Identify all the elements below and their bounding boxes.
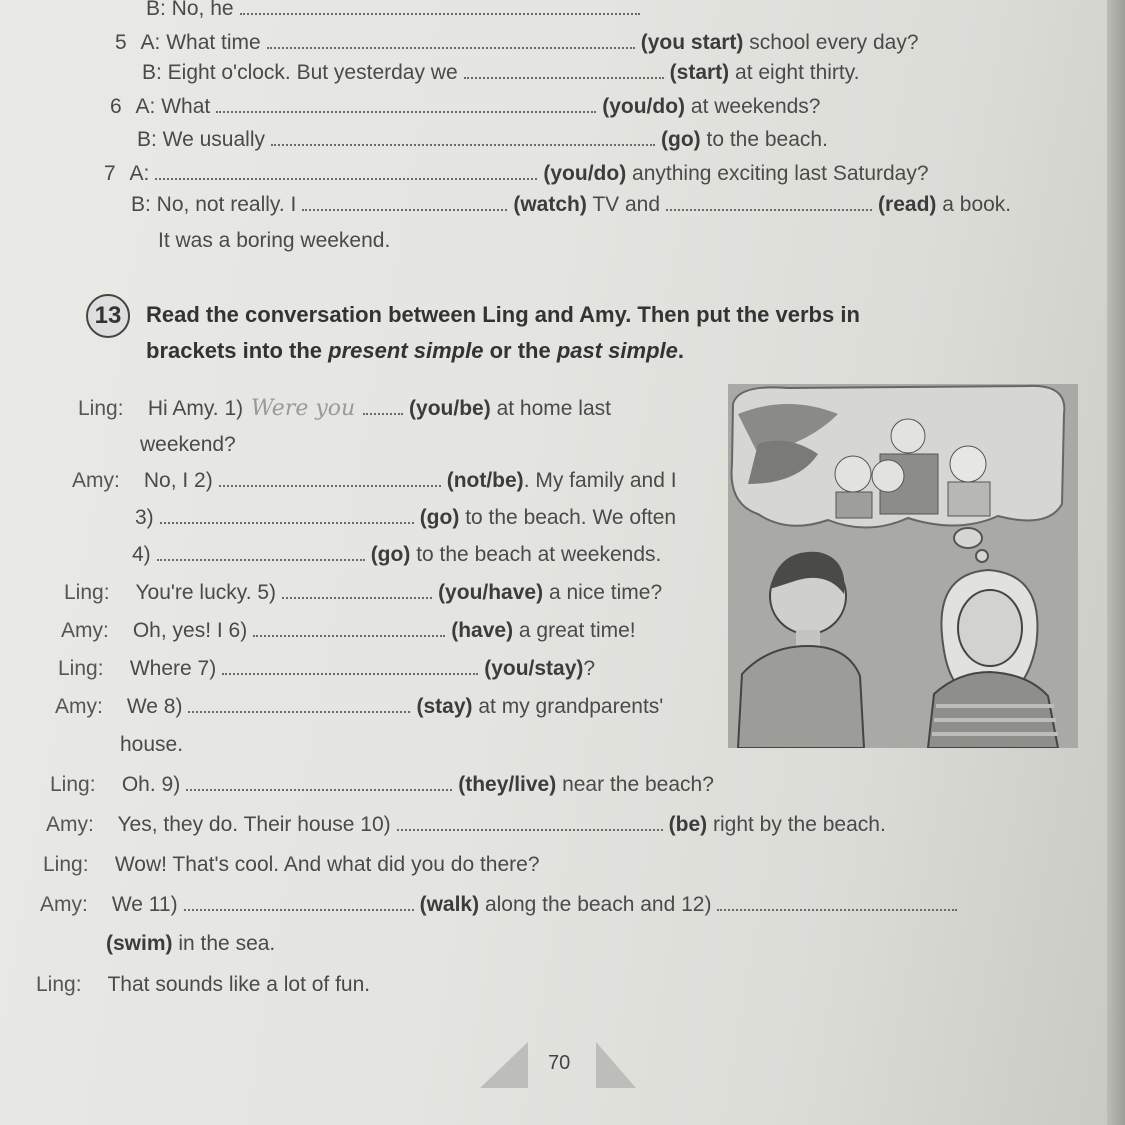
line-text: B: No, not really. I bbox=[131, 193, 297, 216]
verb-cue: (you/do) bbox=[543, 162, 627, 185]
item-number: 5 bbox=[115, 31, 127, 54]
speaker-label: Amy: bbox=[46, 813, 94, 836]
line-text: B: Eight o'clock. But yesterday we bbox=[142, 61, 458, 84]
dialog-line-11 bbox=[43, 852, 540, 878]
boy-shirt bbox=[738, 646, 864, 748]
speaker-label: Ling: bbox=[58, 657, 104, 680]
verb-cue: (watch) bbox=[513, 193, 587, 216]
blank-10[interactable] bbox=[397, 815, 663, 831]
line-text: TV and bbox=[592, 193, 661, 216]
blank-4[interactable] bbox=[157, 545, 365, 561]
verb-cue: (start) bbox=[669, 61, 730, 84]
blank-12[interactable] bbox=[717, 895, 957, 911]
blank-8[interactable] bbox=[188, 697, 410, 713]
verb-cue: (swim) bbox=[106, 932, 173, 955]
line-text: It was a boring weekend. bbox=[158, 229, 391, 252]
blank-1[interactable] bbox=[363, 399, 403, 415]
blank-5b[interactable] bbox=[464, 63, 664, 79]
line-text: No, I 2) bbox=[143, 469, 213, 492]
speaker-label: Amy: bbox=[72, 469, 120, 492]
family-member-body bbox=[836, 492, 872, 518]
blank-11[interactable] bbox=[184, 895, 414, 911]
blank-7a[interactable] bbox=[155, 164, 537, 180]
line-text: Oh. 9) bbox=[121, 773, 181, 796]
verb-cue: (you/be) bbox=[409, 397, 491, 420]
dialog-line-10 bbox=[46, 812, 886, 838]
line-text: near the beach? bbox=[562, 773, 714, 796]
item-7-a bbox=[104, 161, 929, 187]
line-text: in the sea. bbox=[178, 932, 276, 955]
line-text: at weekends? bbox=[690, 95, 821, 118]
item-6-b bbox=[137, 127, 828, 153]
line-b-no-he bbox=[146, 0, 646, 22]
line-text: ? bbox=[583, 657, 596, 680]
dialog-line-12 bbox=[40, 892, 963, 918]
verb-cue: (they/live) bbox=[458, 773, 557, 796]
item-5-a bbox=[115, 30, 919, 56]
item-5-b bbox=[142, 60, 860, 86]
instruction-line-1: Read the conversation between Ling and Amy. Then put the verbs in bbox=[146, 302, 860, 327]
speaker-label: Amy: bbox=[55, 695, 103, 718]
line-text: right by the beach. bbox=[713, 813, 886, 836]
blank-7b-2[interactable] bbox=[666, 195, 872, 211]
dialog-line-7 bbox=[58, 656, 595, 682]
blank-6[interactable] bbox=[253, 621, 445, 637]
verb-cue: (have) bbox=[451, 619, 514, 642]
line-text: at home last bbox=[496, 397, 611, 420]
blank-3[interactable] bbox=[160, 508, 414, 524]
dialog-line-12b bbox=[106, 931, 275, 957]
instruction-text: or the bbox=[489, 338, 551, 363]
instruction-text: brackets into the bbox=[146, 338, 323, 363]
item-number: 6 bbox=[110, 95, 122, 118]
family-member-head bbox=[835, 456, 871, 492]
dialog-line-8 bbox=[55, 694, 663, 720]
line-text: B: No, he bbox=[146, 0, 234, 20]
speaker-label: Amy: bbox=[61, 619, 109, 642]
speaker-label: Ling: bbox=[43, 853, 89, 876]
line-text: A: What time bbox=[140, 31, 261, 54]
line-text: You're lucky. 5) bbox=[135, 581, 277, 604]
speaker-label: Ling: bbox=[50, 773, 96, 796]
instruction-text: . bbox=[677, 338, 684, 363]
verb-cue: (you/have) bbox=[438, 581, 544, 604]
dialog-line-4 bbox=[132, 542, 661, 568]
left-arrow-icon bbox=[480, 1042, 528, 1088]
dialog-line-8b: house. bbox=[120, 733, 184, 756]
item-7-b bbox=[131, 192, 1011, 218]
line-text: a book. bbox=[942, 193, 1012, 216]
blank-9[interactable] bbox=[186, 775, 452, 791]
speaker-label: Amy: bbox=[40, 893, 88, 916]
line-text: 3) bbox=[135, 506, 154, 529]
line-text: A: bbox=[129, 162, 150, 185]
family-member-head bbox=[950, 446, 986, 482]
line-text: to the beach. bbox=[706, 128, 828, 151]
line-text: school every day? bbox=[749, 31, 919, 54]
instruction-line-2 bbox=[146, 338, 684, 364]
dialog-line-13 bbox=[36, 972, 370, 998]
verb-cue: (you start) bbox=[640, 31, 744, 54]
family-member-body bbox=[948, 482, 990, 516]
dialog-line-6 bbox=[61, 618, 636, 644]
line-text: at my grandparents' bbox=[478, 695, 664, 718]
verb-cue: (stay) bbox=[416, 695, 473, 718]
handwritten-answer[interactable]: Were you bbox=[250, 396, 356, 421]
dialog-line-9 bbox=[50, 772, 714, 798]
line-text: That sounds like a lot of fun. bbox=[107, 973, 371, 996]
thought-dot bbox=[976, 550, 988, 562]
dialog-line-1b: weekend? bbox=[140, 433, 236, 456]
item-number: 7 bbox=[104, 162, 116, 185]
page-edge-shadow bbox=[1107, 0, 1125, 1125]
blank-7[interactable] bbox=[222, 659, 478, 675]
line-text: a great time! bbox=[518, 619, 636, 642]
line-text: We 8) bbox=[126, 695, 183, 718]
thought-dot bbox=[954, 528, 982, 548]
verb-cue: (not/be) bbox=[446, 469, 524, 492]
line-text: . My family and I bbox=[523, 469, 677, 492]
line-text: B: We usually bbox=[137, 128, 265, 151]
line-text: anything exciting last Saturday? bbox=[632, 162, 929, 185]
blank-7b-1[interactable] bbox=[302, 195, 507, 211]
family-member-head bbox=[872, 460, 904, 492]
dialog-line-3 bbox=[135, 505, 676, 531]
page-number: 70 bbox=[548, 1052, 571, 1074]
line-text: at eight thirty. bbox=[735, 61, 860, 84]
dialog-line-1 bbox=[78, 396, 611, 422]
instruction-italic: present simple bbox=[328, 338, 484, 363]
dialog-line-2 bbox=[72, 468, 677, 494]
blank[interactable] bbox=[240, 0, 640, 15]
line-text: Where 7) bbox=[129, 657, 217, 680]
blank-6b[interactable] bbox=[271, 130, 655, 146]
instruction-italic: past simple bbox=[556, 338, 678, 363]
line-text: to the beach. We often bbox=[465, 506, 677, 529]
line-text: 4) bbox=[132, 543, 151, 566]
right-arrow-icon bbox=[596, 1042, 636, 1088]
line-text: Hi Amy. 1) bbox=[147, 397, 244, 420]
family-member-head bbox=[891, 419, 925, 453]
blank-2[interactable] bbox=[219, 471, 441, 487]
verb-cue: (walk) bbox=[419, 893, 480, 916]
verb-cue: (go) bbox=[370, 543, 411, 566]
speaker-label: Ling: bbox=[64, 581, 110, 604]
line-text: along the beach and 12) bbox=[484, 893, 712, 916]
verb-cue: (you/do) bbox=[602, 95, 686, 118]
line-text: Oh, yes! I 6) bbox=[132, 619, 248, 642]
line-text: a nice time? bbox=[548, 581, 663, 604]
verb-cue: (go) bbox=[661, 128, 701, 151]
blank-6a[interactable] bbox=[216, 97, 596, 113]
line-text: Yes, they do. Their house 10) bbox=[117, 813, 391, 836]
line-text: to the beach at weekends. bbox=[416, 543, 662, 566]
verb-cue: (be) bbox=[668, 813, 708, 836]
verb-cue: (go) bbox=[419, 506, 460, 529]
line-text: Wow! That's cool. And what did you do there? bbox=[114, 853, 540, 876]
illustration-ling-and-amy bbox=[728, 384, 1078, 748]
girl-face bbox=[958, 590, 1022, 666]
verb-cue: (you/stay) bbox=[484, 657, 584, 680]
blank-5a[interactable] bbox=[267, 33, 635, 49]
line-text: We 11) bbox=[111, 893, 178, 916]
exercise-number-badge: 13 bbox=[86, 294, 130, 338]
verb-cue: (read) bbox=[878, 193, 937, 216]
item-7-b-cont bbox=[158, 228, 390, 254]
line-text: A: What bbox=[135, 95, 211, 118]
speaker-label: Ling: bbox=[36, 973, 82, 996]
dialog-line-5 bbox=[64, 580, 662, 606]
blank-5[interactable] bbox=[282, 583, 432, 599]
speaker-label: Ling: bbox=[78, 397, 124, 420]
item-6-a bbox=[110, 94, 820, 120]
